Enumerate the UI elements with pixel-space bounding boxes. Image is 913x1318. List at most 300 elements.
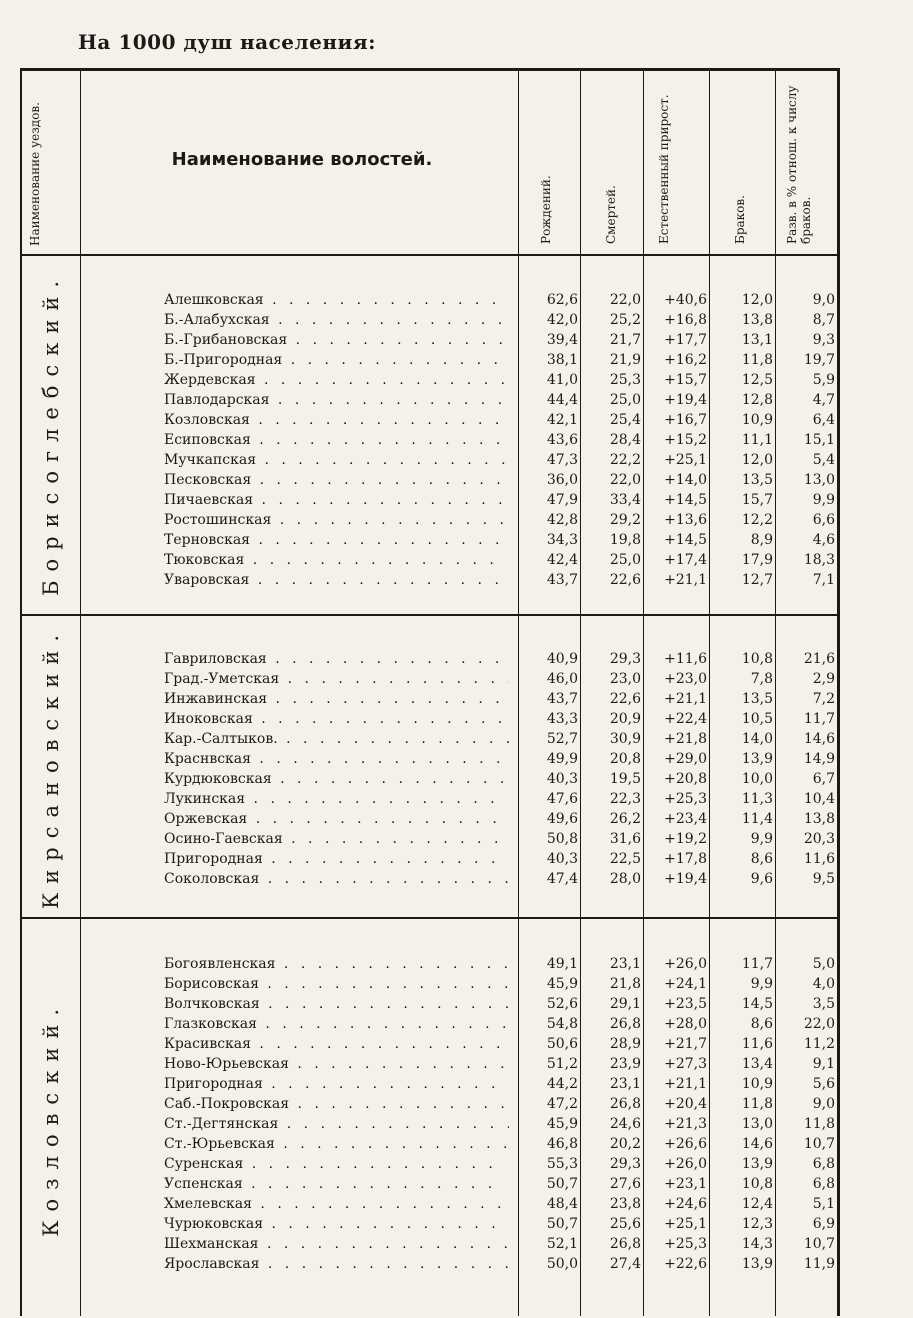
volost-name: Есиповская . . xyxy=(164,430,509,450)
births-cell: 52,7 xyxy=(546,731,578,747)
divorces-cell: 9,5 xyxy=(812,871,835,887)
volost-name: Жердевская . . xyxy=(164,370,509,390)
deaths-cell: 22,2 xyxy=(609,452,641,468)
volost-name: Курдюковская . . xyxy=(164,769,509,789)
births-cell: 55,3 xyxy=(546,1156,578,1172)
births-cell: 43,3 xyxy=(546,711,578,727)
deaths-cell: 31,6 xyxy=(609,831,641,847)
marriages-cell: 14,5 xyxy=(741,996,773,1012)
volost-name: Глазковская . . xyxy=(164,1014,509,1034)
divorces-cell: 6,6 xyxy=(812,512,835,528)
divorces-cell: 14,9 xyxy=(803,751,835,767)
deaths-cell: 26,2 xyxy=(609,811,641,827)
volost-name: Пригородная . . xyxy=(164,849,509,869)
divorces-cell: 2,9 xyxy=(812,671,835,687)
volost-name: Ярославская . . xyxy=(164,1254,509,1274)
volost-name: Осино-Гаевская . . xyxy=(164,829,509,849)
table-row xyxy=(22,510,837,530)
deaths-cell: 23,1 xyxy=(609,956,641,972)
births-cell: 42,4 xyxy=(546,552,578,568)
table-row xyxy=(22,649,837,669)
rows-group xyxy=(22,290,837,590)
deaths-cell: 27,6 xyxy=(609,1176,641,1192)
marriages-cell: 13,9 xyxy=(741,1256,773,1272)
growth-cell: +24,6 xyxy=(664,1196,707,1212)
births-cell: 50,0 xyxy=(546,1256,578,1272)
deaths-cell: 28,0 xyxy=(609,871,641,887)
marriages-cell: 7,8 xyxy=(750,671,773,687)
marriages-cell: 12,4 xyxy=(741,1196,773,1212)
divorces-cell: 6,7 xyxy=(812,771,835,787)
divorces-cell: 6,4 xyxy=(812,412,835,428)
divorces-cell: 15,1 xyxy=(803,432,835,448)
births-cell: 45,9 xyxy=(546,976,578,992)
header-marriages: Браков. xyxy=(733,195,747,244)
volost-name: Шехманская . . xyxy=(164,1234,509,1254)
births-cell: 47,4 xyxy=(546,871,578,887)
deaths-cell: 26,8 xyxy=(609,1016,641,1032)
births-cell: 52,1 xyxy=(546,1236,578,1252)
marriages-cell: 12,0 xyxy=(741,452,773,468)
births-cell: 43,7 xyxy=(546,572,578,588)
volost-name: Алешковская . . xyxy=(164,290,509,310)
births-cell: 38,1 xyxy=(546,352,578,368)
deaths-cell: 22,0 xyxy=(609,472,641,488)
growth-cell: +25,1 xyxy=(664,452,707,468)
divorces-cell: 3,5 xyxy=(812,996,835,1012)
deaths-cell: 22,6 xyxy=(609,572,641,588)
volost-name: Чурюковская . . xyxy=(164,1214,509,1234)
growth-cell: +22,6 xyxy=(664,1256,707,1272)
marriages-cell: 10,9 xyxy=(741,412,773,428)
growth-cell: +23,4 xyxy=(664,811,707,827)
births-cell: 43,7 xyxy=(546,691,578,707)
volost-name: Суренская . . xyxy=(164,1154,509,1174)
volost-name: Оржевская . . xyxy=(164,809,509,829)
volost-name: Гавриловская . . xyxy=(164,649,509,669)
marriages-cell: 9,9 xyxy=(750,831,773,847)
marriages-cell: 12,8 xyxy=(741,392,773,408)
divorces-cell: 11,9 xyxy=(803,1256,835,1272)
deaths-cell: 29,1 xyxy=(609,996,641,1012)
table-row xyxy=(22,1174,837,1194)
births-cell: 49,6 xyxy=(546,811,578,827)
growth-cell: +19,2 xyxy=(664,831,707,847)
marriages-cell: 10,8 xyxy=(741,1176,773,1192)
deaths-cell: 25,6 xyxy=(609,1216,641,1232)
deaths-cell: 21,8 xyxy=(609,976,641,992)
table-row xyxy=(22,749,837,769)
growth-cell: +21,1 xyxy=(664,1076,707,1092)
table-row xyxy=(22,869,837,889)
growth-cell: +26,0 xyxy=(664,1156,707,1172)
volost-name: Град.-Уметская . . xyxy=(164,669,509,689)
births-cell: 51,2 xyxy=(546,1056,578,1072)
table-row xyxy=(22,1014,837,1034)
volost-name: Б.-Алабухская . . xyxy=(164,310,509,330)
table-row xyxy=(22,470,837,490)
marriages-cell: 11,4 xyxy=(741,811,773,827)
growth-cell: +25,3 xyxy=(664,791,707,807)
deaths-cell: 33,4 xyxy=(609,492,641,508)
divorces-cell: 5,9 xyxy=(812,372,835,388)
deaths-cell: 20,2 xyxy=(609,1136,641,1152)
deaths-cell: 26,8 xyxy=(609,1096,641,1112)
births-cell: 47,6 xyxy=(546,791,578,807)
table-row xyxy=(22,310,837,330)
marriages-cell: 12,0 xyxy=(741,292,773,308)
growth-cell: +26,0 xyxy=(664,956,707,972)
divorces-cell: 8,7 xyxy=(812,312,835,328)
growth-cell: +16,7 xyxy=(664,412,707,428)
divorces-cell: 11,2 xyxy=(803,1036,835,1052)
marriages-cell: 15,7 xyxy=(741,492,773,508)
volost-name: Б.-Пригородная . . xyxy=(164,350,509,370)
births-cell: 40,3 xyxy=(546,771,578,787)
deaths-cell: 20,8 xyxy=(609,751,641,767)
growth-cell: +17,7 xyxy=(664,332,707,348)
divorces-cell: 10,4 xyxy=(803,791,835,807)
table-row xyxy=(22,1154,837,1174)
births-cell: 62,6 xyxy=(546,292,578,308)
divorces-cell: 9,0 xyxy=(812,292,835,308)
marriages-cell: 8,6 xyxy=(750,1016,773,1032)
divorces-cell: 18,3 xyxy=(803,552,835,568)
births-cell: 50,7 xyxy=(546,1176,578,1192)
deaths-cell: 22,6 xyxy=(609,691,641,707)
volost-name: Терновская . . xyxy=(164,530,509,550)
volost-name: Саб.-Покровская . . xyxy=(164,1094,509,1114)
births-cell: 49,1 xyxy=(546,956,578,972)
births-cell: 47,3 xyxy=(546,452,578,468)
table-row xyxy=(22,689,837,709)
growth-cell: +23,0 xyxy=(664,671,707,687)
table-row xyxy=(22,1074,837,1094)
deaths-cell: 29,3 xyxy=(609,651,641,667)
table-row xyxy=(22,570,837,590)
growth-cell: +14,5 xyxy=(664,492,707,508)
deaths-cell: 27,4 xyxy=(609,1256,641,1272)
divorces-cell: 5,4 xyxy=(812,452,835,468)
divorces-cell: 9,0 xyxy=(812,1096,835,1112)
divorces-cell: 6,8 xyxy=(812,1156,835,1172)
table-row xyxy=(22,350,837,370)
volost-name: Краснвская . . xyxy=(164,749,509,769)
growth-cell: +23,5 xyxy=(664,996,707,1012)
divorces-cell: 21,6 xyxy=(803,651,835,667)
deaths-cell: 23,1 xyxy=(609,1076,641,1092)
volost-name: Соколовская . . xyxy=(164,869,509,889)
uezd-section xyxy=(22,917,837,1318)
growth-cell: +21,1 xyxy=(664,691,707,707)
table-row xyxy=(22,1214,837,1234)
divorces-cell: 5,1 xyxy=(812,1196,835,1212)
table-row xyxy=(22,550,837,570)
page-title: На 1000 душ населения: xyxy=(78,30,376,54)
births-cell: 36,0 xyxy=(546,472,578,488)
divorces-cell: 5,0 xyxy=(812,956,835,972)
uezd-section xyxy=(22,254,837,614)
volost-name: Кар.-Салтыков. . . xyxy=(164,729,509,749)
volost-name: Песковская . . xyxy=(164,470,509,490)
table-row xyxy=(22,1134,837,1154)
divorces-cell: 11,7 xyxy=(803,711,835,727)
divorces-cell: 4,0 xyxy=(812,976,835,992)
births-cell: 52,6 xyxy=(546,996,578,1012)
marriages-cell: 13,5 xyxy=(741,691,773,707)
table-row xyxy=(22,1254,837,1274)
deaths-cell: 19,5 xyxy=(609,771,641,787)
divorces-cell: 4,7 xyxy=(812,392,835,408)
divorces-cell: 13,0 xyxy=(803,472,835,488)
births-cell: 42,8 xyxy=(546,512,578,528)
rows-group xyxy=(22,649,837,889)
table-row xyxy=(22,729,837,749)
volost-name: Мучкапская . . xyxy=(164,450,509,470)
volost-name: Пичаевская . . xyxy=(164,490,509,510)
births-cell: 50,8 xyxy=(546,831,578,847)
volost-name: Лукинская . . xyxy=(164,789,509,809)
volost-name: Волчковская . . xyxy=(164,994,509,1014)
volost-name: Иноковская . . xyxy=(164,709,509,729)
growth-cell: +17,8 xyxy=(664,851,707,867)
table-header xyxy=(22,71,837,256)
volost-name: Козловская . . xyxy=(164,410,509,430)
births-cell: 34,3 xyxy=(546,532,578,548)
marriages-cell: 14,0 xyxy=(741,731,773,747)
births-cell: 40,9 xyxy=(546,651,578,667)
births-cell: 39,4 xyxy=(546,332,578,348)
deaths-cell: 22,3 xyxy=(609,791,641,807)
header-volost: Наименование волостей. xyxy=(171,149,433,170)
marriages-cell: 12,5 xyxy=(741,372,773,388)
marriages-cell: 8,9 xyxy=(750,532,773,548)
marriages-cell: 10,5 xyxy=(741,711,773,727)
births-cell: 45,9 xyxy=(546,1116,578,1132)
table-row xyxy=(22,769,837,789)
births-cell: 42,0 xyxy=(546,312,578,328)
header-deaths: Смертей. xyxy=(604,185,618,244)
growth-cell: +26,6 xyxy=(664,1136,707,1152)
growth-cell: +16,2 xyxy=(664,352,707,368)
table-row xyxy=(22,849,837,869)
deaths-cell: 29,2 xyxy=(609,512,641,528)
births-cell: 42,1 xyxy=(546,412,578,428)
uezd-name-text: Козловский. xyxy=(39,1000,63,1237)
growth-cell: +21,7 xyxy=(664,1036,707,1052)
births-cell: 49,9 xyxy=(546,751,578,767)
volost-name: Борисовская . . xyxy=(164,974,509,994)
volost-name: Ст.-Юрьевская . . xyxy=(164,1134,509,1154)
header-uezd: Наименование уездов. xyxy=(28,102,42,246)
table-row xyxy=(22,290,837,310)
growth-cell: +14,5 xyxy=(664,532,707,548)
growth-cell: +21,1 xyxy=(664,572,707,588)
deaths-cell: 25,0 xyxy=(609,552,641,568)
divorces-cell: 9,1 xyxy=(812,1056,835,1072)
deaths-cell: 23,0 xyxy=(609,671,641,687)
divorces-cell: 19,7 xyxy=(803,352,835,368)
table-row xyxy=(22,994,837,1014)
divorces-cell: 14,6 xyxy=(803,731,835,747)
table-row xyxy=(22,829,837,849)
divorces-cell: 22,0 xyxy=(803,1016,835,1032)
table-row xyxy=(22,530,837,550)
growth-cell: +16,8 xyxy=(664,312,707,328)
marriages-cell: 13,9 xyxy=(741,751,773,767)
marriages-cell: 9,6 xyxy=(750,871,773,887)
growth-cell: +24,1 xyxy=(664,976,707,992)
growth-cell: +25,3 xyxy=(664,1236,707,1252)
growth-cell: +22,4 xyxy=(664,711,707,727)
table-row xyxy=(22,809,837,829)
marriages-cell: 13,1 xyxy=(741,332,773,348)
statistics-table xyxy=(20,68,840,1316)
volost-name: Красивская . . xyxy=(164,1034,509,1054)
growth-cell: +20,8 xyxy=(664,771,707,787)
volost-name: Инжавинская . . xyxy=(164,689,509,709)
growth-cell: +25,1 xyxy=(664,1216,707,1232)
table-row xyxy=(22,370,837,390)
deaths-cell: 28,9 xyxy=(609,1036,641,1052)
volost-name: Ст.-Дегтянская . . xyxy=(164,1114,509,1134)
divorces-cell: 10,7 xyxy=(803,1236,835,1252)
uezd-section xyxy=(22,614,837,919)
growth-cell: +19,4 xyxy=(664,871,707,887)
divorces-cell: 13,8 xyxy=(803,811,835,827)
growth-cell: +23,1 xyxy=(664,1176,707,1192)
volost-name: Уваровская . . xyxy=(164,570,509,590)
volost-name: Хмелевская . . xyxy=(164,1194,509,1214)
divorces-cell: 7,1 xyxy=(812,572,835,588)
table-row xyxy=(22,1034,837,1054)
volost-name: Тюковская . . xyxy=(164,550,509,570)
births-cell: 50,6 xyxy=(546,1036,578,1052)
deaths-cell: 30,9 xyxy=(609,731,641,747)
deaths-cell: 19,8 xyxy=(609,532,641,548)
births-cell: 50,7 xyxy=(546,1216,578,1232)
table-row xyxy=(22,390,837,410)
divorces-cell: 11,6 xyxy=(803,851,835,867)
uezd-name-text: Борисоглебский. xyxy=(39,272,63,596)
uezd-name-text: Кирсановский. xyxy=(39,626,63,909)
marriages-cell: 13,0 xyxy=(741,1116,773,1132)
growth-cell: +14,0 xyxy=(664,472,707,488)
volost-name: Б.-Грибановская . . xyxy=(164,330,509,350)
divorces-cell: 6,9 xyxy=(812,1216,835,1232)
marriages-cell: 12,2 xyxy=(741,512,773,528)
marriages-cell: 12,7 xyxy=(741,572,773,588)
header-births: Рождений. xyxy=(539,175,553,244)
table-row xyxy=(22,410,837,430)
header-growth: Естественный прирост. xyxy=(657,94,671,244)
deaths-cell: 29,3 xyxy=(609,1156,641,1172)
growth-cell: +20,4 xyxy=(664,1096,707,1112)
volost-name: Пригородная . . xyxy=(164,1074,509,1094)
table-row xyxy=(22,330,837,350)
volost-name: Ново-Юрьевская . . xyxy=(164,1054,509,1074)
marriages-cell: 11,7 xyxy=(741,956,773,972)
growth-cell: +40,6 xyxy=(664,292,707,308)
divorces-cell: 5,6 xyxy=(812,1076,835,1092)
marriages-cell: 13,8 xyxy=(741,312,773,328)
table-row xyxy=(22,789,837,809)
marriages-cell: 14,3 xyxy=(741,1236,773,1252)
growth-cell: +29,0 xyxy=(664,751,707,767)
growth-cell: +13,6 xyxy=(664,512,707,528)
marriages-cell: 11,8 xyxy=(741,352,773,368)
growth-cell: +19,4 xyxy=(664,392,707,408)
table-row xyxy=(22,954,837,974)
marriages-cell: 11,1 xyxy=(741,432,773,448)
births-cell: 40,3 xyxy=(546,851,578,867)
table-row xyxy=(22,450,837,470)
deaths-cell: 25,3 xyxy=(609,372,641,388)
growth-cell: +11,6 xyxy=(664,651,707,667)
marriages-cell: 17,9 xyxy=(741,552,773,568)
marriages-cell: 13,4 xyxy=(741,1056,773,1072)
marriages-cell: 10,8 xyxy=(741,651,773,667)
births-cell: 44,2 xyxy=(546,1076,578,1092)
marriages-cell: 13,5 xyxy=(741,472,773,488)
marriages-cell: 8,6 xyxy=(750,851,773,867)
volost-name: Ростошинская . . xyxy=(164,510,509,530)
volost-name: Успенская . . xyxy=(164,1174,509,1194)
divorces-cell: 9,3 xyxy=(812,332,835,348)
deaths-cell: 21,9 xyxy=(609,352,641,368)
marriages-cell: 11,3 xyxy=(741,791,773,807)
table-row xyxy=(22,1114,837,1134)
births-cell: 47,9 xyxy=(546,492,578,508)
growth-cell: +21,8 xyxy=(664,731,707,747)
table-row xyxy=(22,490,837,510)
births-cell: 54,8 xyxy=(546,1016,578,1032)
divorces-cell: 4,6 xyxy=(812,532,835,548)
deaths-cell: 25,2 xyxy=(609,312,641,328)
marriages-cell: 9,9 xyxy=(750,976,773,992)
growth-cell: +21,3 xyxy=(664,1116,707,1132)
deaths-cell: 23,9 xyxy=(609,1056,641,1072)
births-cell: 44,4 xyxy=(546,392,578,408)
deaths-cell: 25,0 xyxy=(609,392,641,408)
volost-name: Павлодарская . . xyxy=(164,390,509,410)
marriages-cell: 11,6 xyxy=(741,1036,773,1052)
births-cell: 43,6 xyxy=(546,432,578,448)
table-row xyxy=(22,1234,837,1254)
growth-cell: +28,0 xyxy=(664,1016,707,1032)
marriages-cell: 10,0 xyxy=(741,771,773,787)
growth-cell: +17,4 xyxy=(664,552,707,568)
growth-cell: +27,3 xyxy=(664,1056,707,1072)
marriages-cell: 11,8 xyxy=(741,1096,773,1112)
divorces-cell: 7,2 xyxy=(812,691,835,707)
deaths-cell: 23,8 xyxy=(609,1196,641,1212)
divorces-cell: 20,3 xyxy=(803,831,835,847)
table-row xyxy=(22,1054,837,1074)
table-row xyxy=(22,430,837,450)
table-row xyxy=(22,709,837,729)
divorces-cell: 6,8 xyxy=(812,1176,835,1192)
births-cell: 41,0 xyxy=(546,372,578,388)
table-row xyxy=(22,1194,837,1214)
marriages-cell: 10,9 xyxy=(741,1076,773,1092)
volost-name: Богоявленская . . xyxy=(164,954,509,974)
deaths-cell: 28,4 xyxy=(609,432,641,448)
deaths-cell: 26,8 xyxy=(609,1236,641,1252)
births-cell: 46,0 xyxy=(546,671,578,687)
marriages-cell: 12,3 xyxy=(741,1216,773,1232)
births-cell: 48,4 xyxy=(546,1196,578,1212)
